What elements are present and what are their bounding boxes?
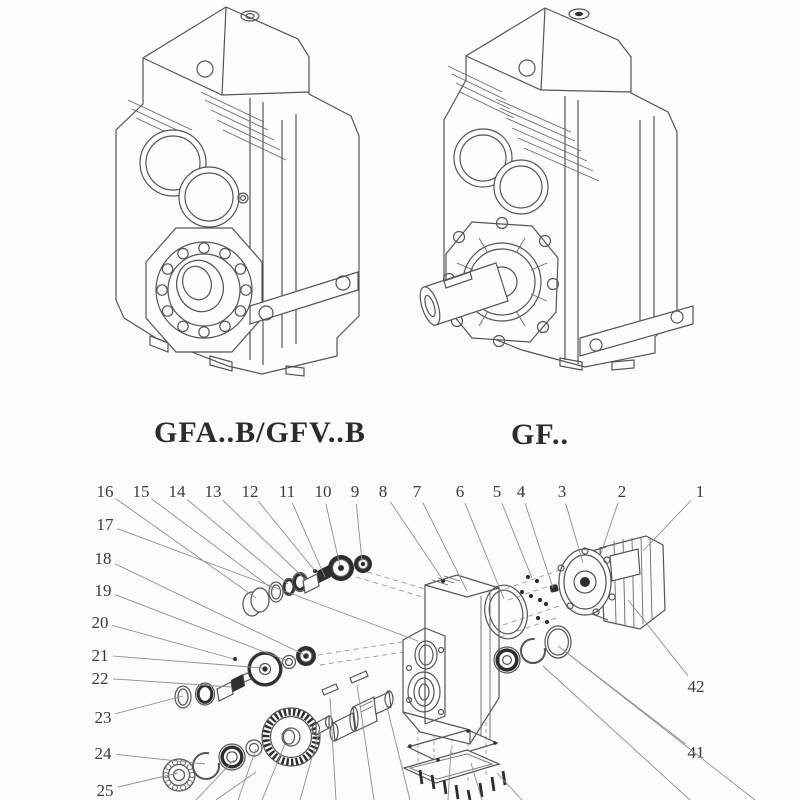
cropped-leader-line	[567, 653, 755, 800]
cropped-leader-line	[238, 749, 256, 800]
leader-line	[117, 529, 418, 641]
part-number-callout: 3	[557, 482, 567, 501]
leader-line	[116, 696, 183, 714]
leader-line	[113, 679, 231, 687]
part-number-callout: 5	[492, 482, 502, 501]
leader-line	[115, 564, 305, 655]
part-number-callout: 10	[314, 482, 332, 501]
part-number-callout: 9	[350, 482, 360, 501]
cropped-leader-line	[357, 685, 374, 800]
leader-line	[566, 503, 583, 563]
leader-line	[423, 503, 467, 591]
part-number-callout: 22	[91, 669, 109, 688]
cropped-leader-line	[448, 749, 451, 800]
leader-line	[116, 499, 256, 598]
part-number-callout: 6	[455, 482, 465, 501]
cropped-leader-line	[196, 760, 234, 800]
leader-line	[187, 499, 288, 584]
leader-line	[390, 502, 443, 580]
right-model-label: GF..	[511, 418, 569, 451]
leader-line	[628, 600, 688, 676]
part-number-callout: 21	[91, 646, 109, 665]
leader-line	[292, 503, 325, 577]
cropped-leader-line	[216, 772, 256, 800]
part-number-callout: 8	[378, 482, 388, 501]
part-number-callout: 42	[687, 677, 705, 696]
leader-line	[151, 499, 274, 590]
part-number-callout: 13	[204, 482, 222, 501]
leader-line	[115, 595, 288, 661]
part-number-callout: 14	[168, 482, 186, 501]
cropped-leader-line	[386, 703, 410, 800]
cropped-leader-line	[471, 763, 482, 800]
part-number-callout: 23	[94, 708, 112, 727]
part-number-callout: 24	[94, 744, 112, 763]
leader-line	[356, 504, 362, 561]
cropped-leader-line	[497, 773, 522, 800]
part-number-callout: 25	[96, 781, 114, 800]
leader-line	[600, 503, 618, 556]
leader-line	[643, 500, 691, 551]
part-number-callout: 17	[96, 515, 114, 534]
cropped-leader-line	[262, 744, 285, 800]
part-number-callout: 18	[94, 549, 112, 568]
part-number-callout: 15	[132, 482, 150, 501]
leader-line	[326, 504, 340, 566]
left-model-label: GFA..B/GFV..B	[154, 416, 366, 449]
cropped-leader-line	[543, 666, 690, 800]
leader-line	[525, 503, 553, 588]
part-number-callout: 12	[241, 482, 259, 501]
part-number-callout: 41	[687, 743, 705, 762]
part-number-callout: 19	[94, 581, 112, 600]
part-number-callout: 11	[278, 482, 296, 501]
leader-line	[465, 503, 504, 599]
leader-line	[113, 656, 263, 668]
leader-line	[113, 625, 234, 659]
leader-line	[116, 754, 205, 764]
cropped-leader-line	[300, 729, 320, 800]
part-number-callout: 4	[516, 482, 526, 501]
leader-line	[502, 503, 532, 578]
leader-line	[118, 773, 178, 787]
part-number-callout: 20	[91, 613, 109, 632]
cropped-leader-line	[330, 698, 336, 800]
part-number-callout: 16	[96, 482, 114, 501]
part-number-callout: 1	[695, 482, 705, 501]
part-number-callout: 2	[617, 482, 627, 501]
part-number-callout: 7	[412, 482, 422, 501]
